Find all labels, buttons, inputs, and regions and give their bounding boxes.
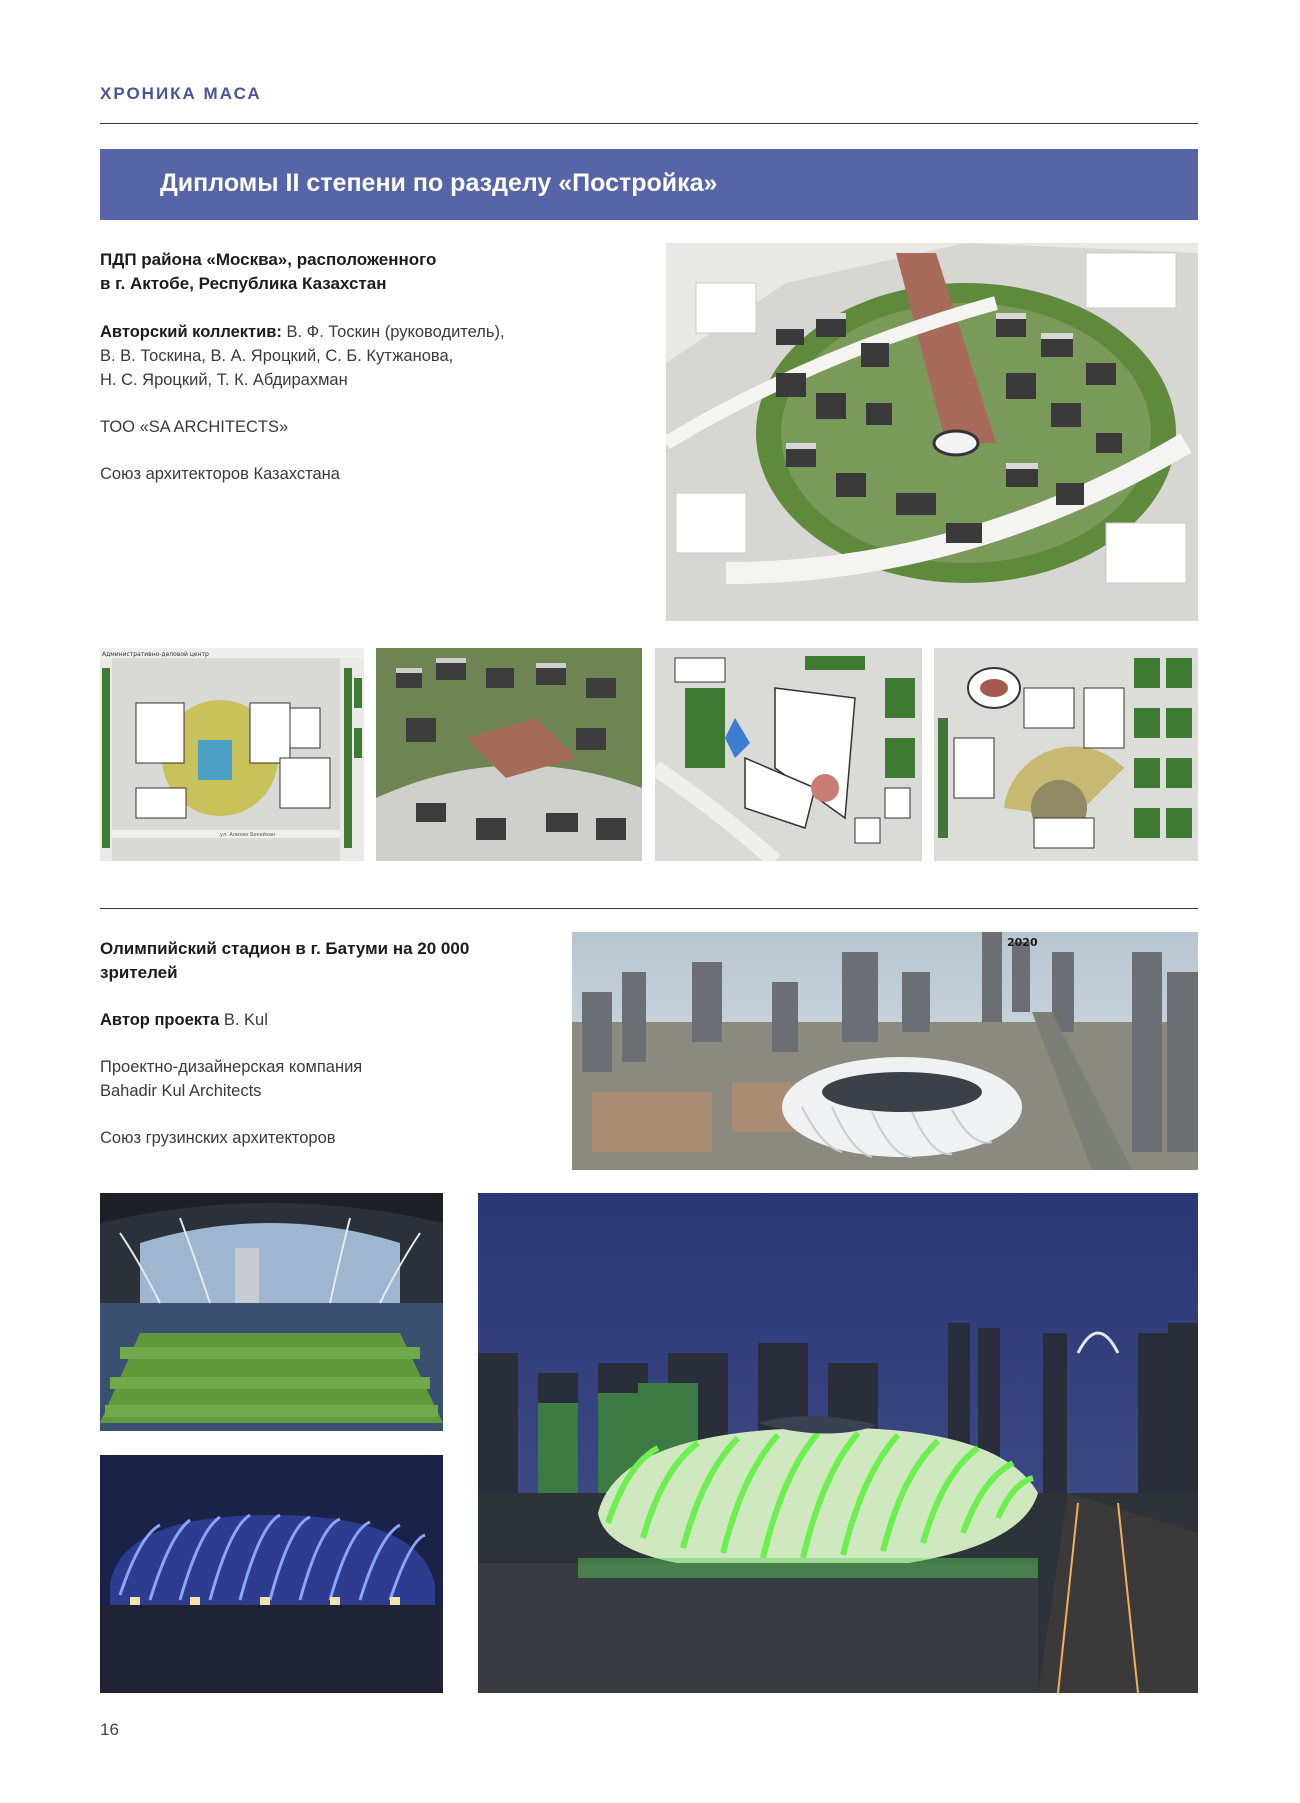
entry-divider xyxy=(100,908,1198,909)
section-banner xyxy=(100,149,1198,220)
plan-title-label: Административно-деловой центр xyxy=(102,651,209,658)
entry2-author-name: B. Kul xyxy=(219,1011,268,1029)
entry1-union: Союз архитекторов Казахстана xyxy=(100,465,340,483)
plan-street-label: ул. Алихан Бокейхан xyxy=(220,832,276,838)
entry1-authors xyxy=(100,320,600,344)
entry2-text xyxy=(100,937,560,1150)
entry1-text xyxy=(100,248,600,486)
entry2-author xyxy=(100,1008,560,1032)
entry1-title-line2: в г. Актобе, Республика Казахстан xyxy=(100,274,387,293)
district-aerial-render xyxy=(666,243,1198,621)
entry1-authors-line1: В. Ф. Тоскин (руководитель), xyxy=(281,323,505,341)
stadium-day-aerial-photo xyxy=(572,932,1198,1170)
plan-admin-center xyxy=(100,648,364,861)
stadium-interior-photo xyxy=(100,1193,443,1431)
plan-arena-block xyxy=(934,648,1198,861)
district-aerial-closeup xyxy=(376,648,642,861)
running-head: ХРОНИКА МАСА xyxy=(100,84,262,103)
photo-year-label: 2020 xyxy=(1007,936,1038,949)
page-number: 16 xyxy=(100,1720,119,1739)
entry1-authors-label: Авторский коллектив: xyxy=(100,323,282,341)
header-rule xyxy=(100,123,1198,124)
entry1-authors-line2: В. В. Тоскина, В. А. Яроцкий, С. Б. Кутжанова, xyxy=(100,347,454,365)
entry2-author-label: Автор проекта xyxy=(100,1011,220,1029)
stadium-night-blue-photo xyxy=(100,1455,443,1693)
entry2-title-line1: Олимпийский стадион в г. Батуми на 20 000 xyxy=(100,939,470,958)
entry2-company-line1: Проектно-дизайнерская компания xyxy=(100,1058,363,1076)
entry2-title-line2: зрителей xyxy=(100,963,178,982)
entry1-company: ТОО «SA ARCHITECTS» xyxy=(100,418,289,436)
entry1-authors-line3: Н. С. Яроцкий, Т. К. Абдирахман xyxy=(100,371,348,389)
entry2-union: Союз грузинских архитекторов xyxy=(100,1129,336,1147)
entry1-title-line1: ПДП района «Москва», расположенного xyxy=(100,250,437,269)
section-title: Дипломы II степени по разделу «Постройка» xyxy=(160,169,718,197)
plan-stadium-block xyxy=(655,648,922,861)
entry2-company-line2: Bahadir Kul Architects xyxy=(100,1082,262,1100)
stadium-night-green-photo xyxy=(478,1193,1198,1693)
